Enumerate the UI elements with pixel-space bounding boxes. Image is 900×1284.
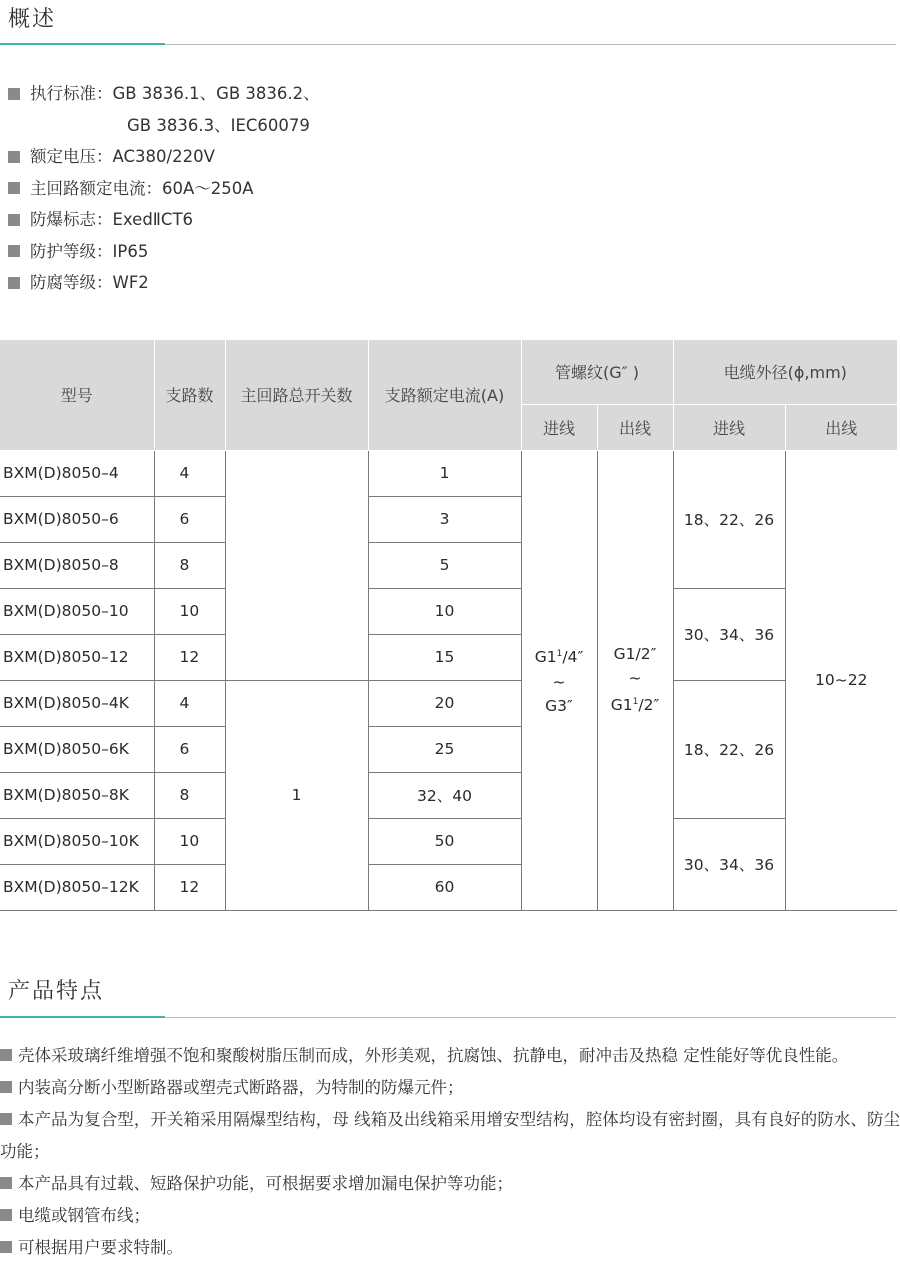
cell-current: 1 bbox=[368, 450, 521, 496]
spec-item-explosion bbox=[8, 204, 320, 236]
header-cable-inlet: 进线 bbox=[673, 404, 785, 450]
protection-text: 防护等级：IP65 bbox=[30, 241, 149, 261]
bullet-square-icon bbox=[0, 1081, 12, 1093]
cell-current: 25 bbox=[368, 726, 521, 772]
cell-current: 10 bbox=[368, 588, 521, 634]
cell-branches: 6 bbox=[154, 496, 225, 542]
header-thread: 管螺纹(G″ ) bbox=[521, 340, 673, 404]
cell-current: 3 bbox=[368, 496, 521, 542]
cell-branches: 4 bbox=[154, 450, 225, 496]
list-item: 壳体采玻璃纤维增强不饱和聚酸树脂压制而成，外形美观，抗腐蚀、抗静电，耐冲击及热稳 定性能好等优良性能。 bbox=[0, 1040, 900, 1072]
cell-cable-inlet: 18、22、26 bbox=[673, 450, 785, 588]
cell-current: 20 bbox=[368, 680, 521, 726]
spec-item-voltage bbox=[8, 141, 320, 173]
cell-current: 32、40 bbox=[368, 772, 521, 818]
header-model: 型号 bbox=[0, 340, 154, 450]
table-row bbox=[0, 680, 897, 726]
bullet-square-icon bbox=[8, 151, 20, 163]
cell-current: 60 bbox=[368, 864, 521, 910]
table-row bbox=[0, 450, 897, 496]
list-item: 可根据用户要求特制。 bbox=[0, 1232, 900, 1264]
bullet-square-icon bbox=[8, 182, 20, 194]
overview-title: 概述 bbox=[8, 7, 57, 32]
header-thread-inlet: 进线 bbox=[521, 404, 597, 450]
list-item: 电缆或钢管布线； bbox=[0, 1200, 900, 1232]
bullet-square-icon bbox=[0, 1177, 12, 1189]
cell-model: BXM(D)8050–8 bbox=[0, 542, 154, 588]
features-title: 产品特点 bbox=[8, 979, 105, 1004]
cell-cable-inlet: 18、22、26 bbox=[673, 680, 785, 818]
cell-model: BXM(D)8050–12 bbox=[0, 634, 154, 680]
cell-model: BXM(D)8050–6 bbox=[0, 496, 154, 542]
header-main-switch: 主回路总开关数 bbox=[225, 340, 368, 450]
cell-cable-outlet: 10~22 bbox=[785, 450, 897, 910]
overview-divider bbox=[0, 44, 896, 45]
cell-branches: 10 bbox=[154, 818, 225, 864]
cell-cable-inlet: 30、34、36 bbox=[673, 588, 785, 680]
bullet-square-icon bbox=[0, 1113, 12, 1125]
spec-item-protection bbox=[8, 236, 320, 268]
header-branch-current: 支路额定电流(A) bbox=[368, 340, 521, 450]
cell-branches: 8 bbox=[154, 542, 225, 588]
cell-model: BXM(D)8050–8K bbox=[0, 772, 154, 818]
anticorrosion-text: 防腐等级：WF2 bbox=[30, 273, 149, 292]
spec-table bbox=[0, 340, 897, 911]
voltage-text: 额定电压：AC380/220V bbox=[30, 147, 215, 166]
cell-branches: 4 bbox=[154, 680, 225, 726]
bullet-square-icon bbox=[0, 1049, 12, 1061]
cell-model: BXM(D)8050–10K bbox=[0, 818, 154, 864]
table-row bbox=[0, 818, 897, 864]
cell-main-switch: 1 bbox=[225, 680, 368, 910]
explosion-text: 防爆标志：ExedⅡCT6 bbox=[30, 210, 194, 229]
bullet-square-icon bbox=[8, 277, 20, 289]
cell-model: BXM(D)8050–12K bbox=[0, 864, 154, 910]
cell-branches: 8 bbox=[154, 772, 225, 818]
cell-branches: 6 bbox=[154, 726, 225, 772]
cell-current: 15 bbox=[368, 634, 521, 680]
bullet-square-icon bbox=[0, 1209, 12, 1221]
cell-current: 5 bbox=[368, 542, 521, 588]
cell-branches: 10 bbox=[154, 588, 225, 634]
bullet-square-icon bbox=[0, 1241, 12, 1253]
spec-list bbox=[8, 78, 320, 299]
cell-model: BXM(D)8050–10 bbox=[0, 588, 154, 634]
header-thread-outlet: 出线 bbox=[597, 404, 673, 450]
features-divider-accent bbox=[0, 1016, 165, 1018]
spec-item-standard bbox=[8, 78, 320, 110]
cell-cable-inlet: 30、34、36 bbox=[673, 818, 785, 910]
spec-item-standard-cont bbox=[8, 110, 320, 142]
bullet-square-icon bbox=[8, 245, 20, 257]
standard-line2: GB 3836.3、IEC60079 bbox=[127, 115, 310, 135]
spec-item-anticorrosion bbox=[8, 267, 320, 299]
cell-current: 50 bbox=[368, 818, 521, 864]
features-divider bbox=[0, 1017, 896, 1018]
cell-main-switch-upper bbox=[225, 450, 368, 680]
cell-branches: 12 bbox=[154, 864, 225, 910]
header-cable-outlet: 出线 bbox=[785, 404, 897, 450]
header-branches: 支路数 bbox=[154, 340, 225, 450]
cell-model: BXM(D)8050–4K bbox=[0, 680, 154, 726]
list-item: 本产品为复合型，开关箱采用隔爆型结构，母 线箱及出线箱采用增安型结构，腔体均设有密封圈，具有良好的防水、防尘功能； bbox=[0, 1110, 900, 1161]
cell-model: BXM(D)8050–4 bbox=[0, 450, 154, 496]
cell-model: BXM(D)8050–6K bbox=[0, 726, 154, 772]
features-list bbox=[0, 1040, 900, 1264]
list-item: 内装高分断小型断路器或塑壳式断路器，为特制的防爆元件； bbox=[0, 1072, 900, 1104]
header-cable: 电缆外径(ϕ,mm) bbox=[673, 340, 897, 404]
bullet-square-icon bbox=[8, 88, 20, 100]
standard-label: 执行标准： bbox=[30, 84, 113, 103]
current-text: 主回路额定电流：60A～250A bbox=[30, 178, 254, 198]
list-item: 本产品具有过载、短路保护功能，可根据要求增加漏电保护等功能； bbox=[0, 1168, 900, 1200]
table-row bbox=[0, 588, 897, 634]
bullet-square-icon bbox=[8, 214, 20, 226]
cell-inlet-thread: $G1^1/4''$ ~ G3″ bbox=[521, 450, 597, 910]
cell-outlet-thread: G1/2″ ~ $G1^1/2''$ bbox=[597, 450, 673, 910]
cell-branches: 12 bbox=[154, 634, 225, 680]
overview-divider-accent bbox=[0, 43, 165, 45]
standard-line1: GB 3836.1、GB 3836.2、 bbox=[112, 84, 320, 103]
spec-item-current bbox=[8, 173, 320, 205]
